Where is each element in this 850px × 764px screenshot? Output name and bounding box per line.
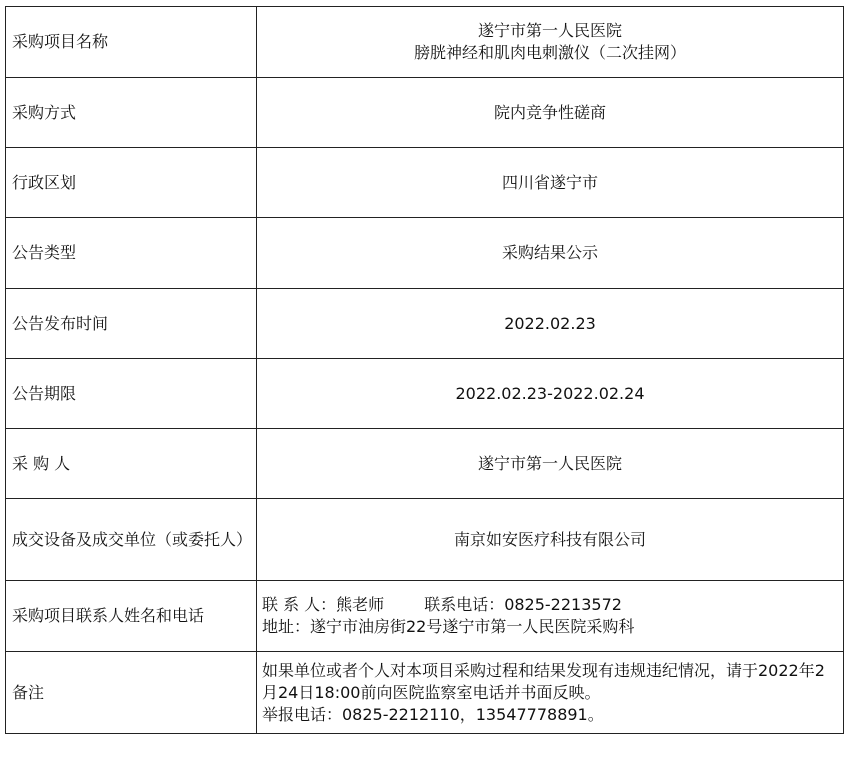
table-row [6,7,844,78]
purchaser: 遂宁市第一人民医院 [257,429,844,499]
table-row [6,289,844,359]
remarks-text: 如果单位或者个人对本项目采购过程和结果发现有违规违纪情况，请于2022年2月24日18:00前向医院监察室电话并书面反映。 [262,660,825,702]
notice-type: 采购结果公示 [257,218,844,289]
row-label: 公告发布时间 [6,289,257,359]
table-row [6,581,844,652]
winning-supplier: 南京如安医疗科技有限公司 [257,499,844,581]
administrative-region: 四川省遂宁市 [257,148,844,218]
notice-period: 2022.02.23-2022.02.24 [257,359,844,429]
contact-person: 联 系 人：熊老师 [262,595,385,614]
row-label: 行政区划 [6,148,257,218]
table-row [6,148,844,218]
table-row [6,218,844,289]
row-label: 公告期限 [6,359,257,429]
contact-phone: 联系电话：0825-2213572 [424,595,622,614]
remarks-cell [257,652,844,734]
table-row [6,78,844,148]
project-name-cell [257,7,844,78]
publish-date: 2022.02.23 [257,289,844,359]
contact-line [262,594,837,616]
table-row [6,652,844,734]
procurement-method: 院内竞争性磋商 [257,78,844,148]
row-label: 采购项目联系人姓名和电话 [6,581,257,652]
procurement-result-table [5,6,844,734]
project-name-line-1: 遂宁市第一人民医院 [477,21,622,40]
row-label: 采 购 人 [6,429,257,499]
table-row [6,359,844,429]
table-row [6,429,844,499]
report-phone: 举报电话：0825-2212110，13547778891。 [262,704,604,724]
row-label: 采购项目名称 [6,7,257,78]
contact-address: 地址：遂宁市油房街22号遂宁市第一人民医院采购科 [262,617,635,636]
row-label: 采购方式 [6,78,257,148]
contact-cell [257,581,844,652]
row-label: 成交设备及成交单位（或委托人） [6,499,257,581]
row-label: 公告类型 [6,218,257,289]
row-label: 备注 [6,652,257,734]
project-name-line-2: 膀胱神经和肌肉电刺激仪（二次挂网） [413,43,686,62]
table-row [6,499,844,581]
